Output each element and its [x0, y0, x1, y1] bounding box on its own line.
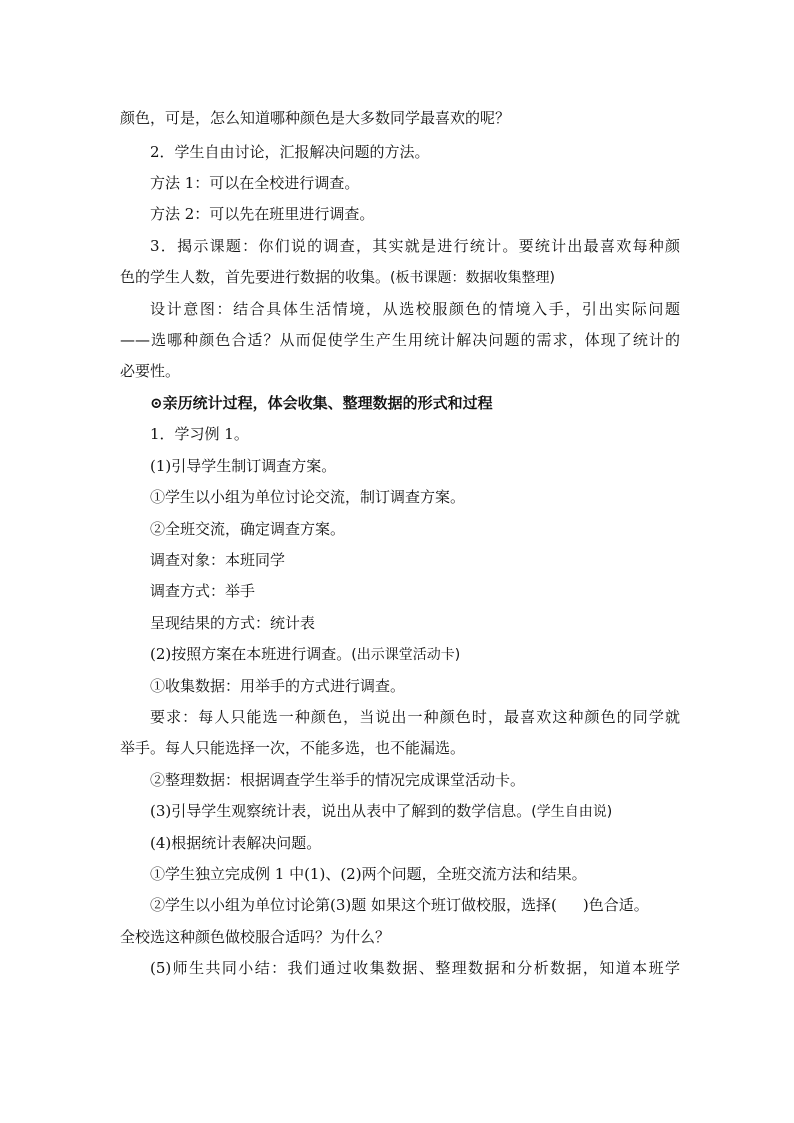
text-line-26-main: ②学生以小组为单位讨论第(3)题 如果这个班订做校服，选择(	[150, 896, 557, 914]
text-line-23	[150, 800, 612, 823]
text-line-27: 全校选这种颜色做校服合适吗？为什么？	[120, 928, 391, 946]
text-line-4: 方法 2：可以先在班里进行调查。	[150, 205, 375, 223]
text-line-15: 调查对象：本班同学	[150, 551, 286, 569]
text-line-26	[150, 894, 649, 916]
design-intent-line-3: 必要性。	[120, 362, 181, 380]
text-line-19: ①收集数据：用举手的方式进行调查。	[150, 677, 406, 695]
text-line-25: ①学生独立完成例 1 中(1)、(2)两个问题，全班交流方法和结果。	[150, 865, 587, 883]
text-line-28: (5)师生共同小结：我们通过收集数据、整理数据和分析数据，知道本班学	[150, 959, 680, 977]
text-line-14: ②全班交流，确定调查方案。	[150, 520, 346, 538]
text-line-12: (1)引导学生制订调查方案。	[150, 457, 337, 475]
text-line-6-main: 色的学生人数，首先要进行数据的收集。	[120, 268, 391, 286]
text-line-3: 方法 1：可以在全校进行调查。	[150, 174, 360, 192]
document-page	[120, 0, 680, 1123]
section-heading: ⊙亲历统计过程，体会收集、整理数据的形式和过程	[150, 394, 493, 412]
design-intent-line-1: 设计意图：结合具体生活情境，从选校服颜色的情境入手，引出实际问题	[150, 300, 680, 318]
board-title-note: (板书课题：数据收集整理)	[390, 270, 555, 286]
design-intent-line-2: ——选哪种颜色合适？从而促使学生产生用统计解决问题的需求，体现了统计的	[120, 331, 680, 349]
text-line-17: 呈现结果的方式：统计表	[150, 614, 316, 632]
text-line-2: 2．学生自由讨论，汇报解决问题的方法。	[150, 143, 430, 161]
text-line-11: 1．学习例 1。	[150, 425, 249, 443]
activity-card-note: (出示课堂活动卡)	[351, 647, 461, 663]
text-line-18-main: (2)按照方案在本班进行调查。	[150, 645, 352, 663]
text-line-5: 3．揭示课题：你们说的调查，其实就是进行统计。要统计出最喜欢每种颜	[150, 237, 680, 255]
text-line-1: 颜色，可是，怎么知道哪种颜色是大多数同学最喜欢的呢？	[120, 109, 511, 127]
text-line-6	[120, 266, 555, 289]
text-line-21: 举手。每人只能选择一次，不能多选，也不能漏选。	[120, 739, 466, 757]
text-line-26-end: )色合适。	[582, 896, 649, 914]
text-line-18	[150, 643, 460, 666]
text-line-20: 要求：每人只能选一种颜色，当说出一种颜色时，最喜欢这种颜色的同学就	[150, 708, 680, 726]
text-line-24: (4)根据统计表解决问题。	[150, 834, 322, 852]
text-line-13: ①学生以小组为单位讨论交流，制订调查方案。	[150, 488, 466, 506]
text-line-22: ②整理数据：根据调查学生举手的情况完成课堂活动卡。	[150, 771, 526, 789]
text-line-23-main: (3)引导学生观察统计表，说出从表中了解到的数学信息。	[150, 802, 532, 820]
free-talk-note: (学生自由说)	[531, 804, 613, 820]
text-line-16: 调查方式：举手	[150, 582, 256, 600]
